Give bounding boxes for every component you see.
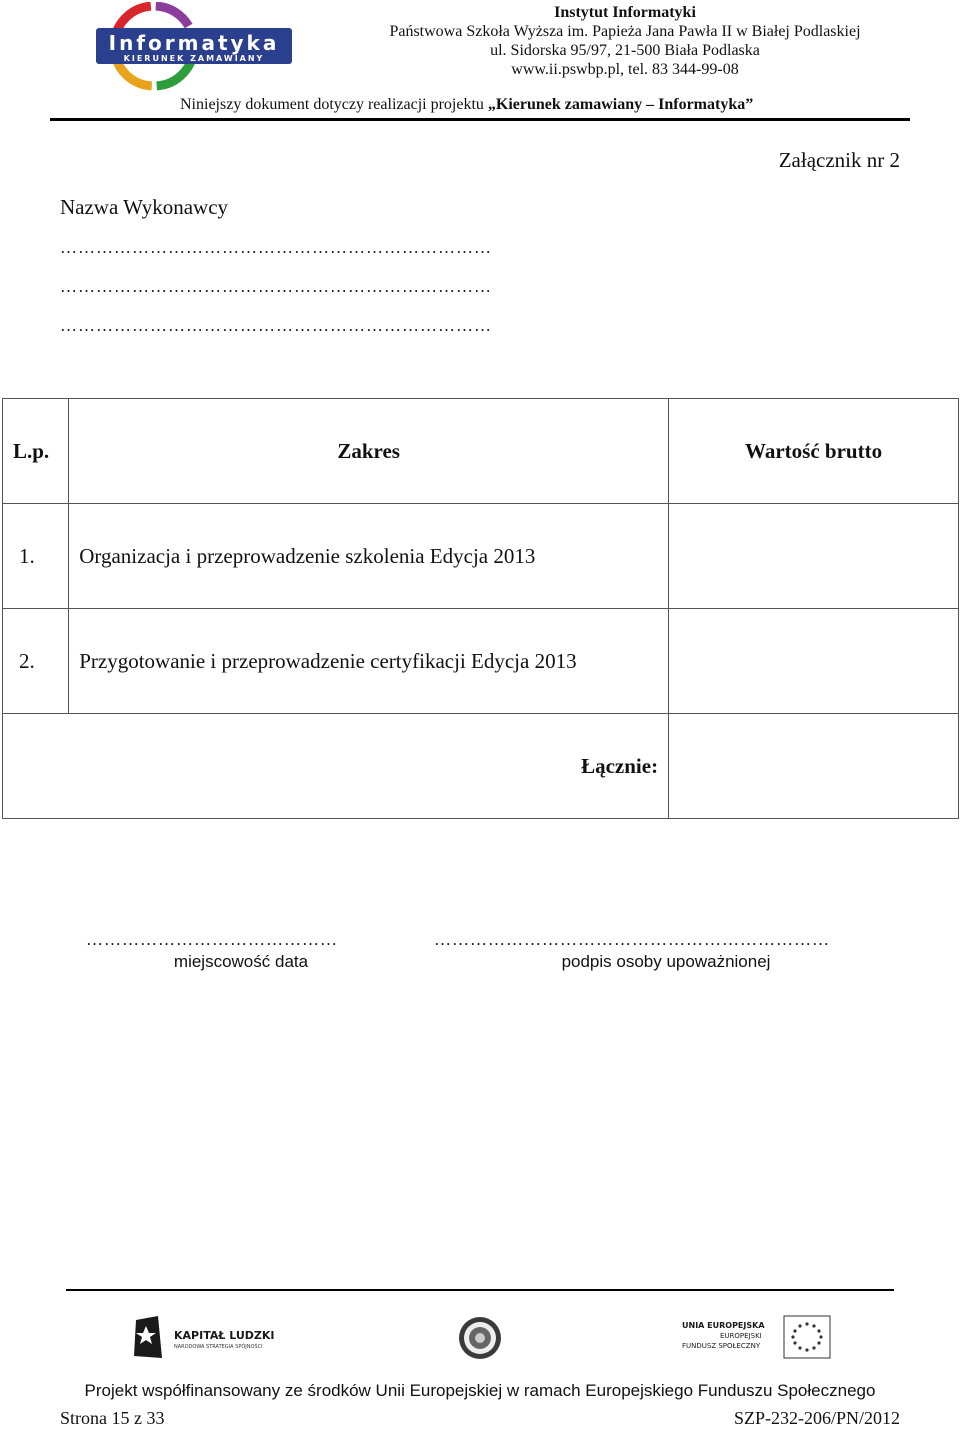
project-name: „Kierunek zamawiany – Informatyka” [487,96,754,113]
table-row [3,504,959,609]
logo-sub-text: KIERUNEK ZAMAWIANY [123,54,265,63]
cofinancing-note: Projekt współfinansowany ze środków Unii Europejskiej w ramach Europejskiego Funduszu Społecznego [84,1381,876,1400]
institute-name: Instytut Informatyki [554,4,696,21]
contractor-line-2: ……………………………………………………………… [60,277,492,296]
page-number: Strona 15 z 33 [60,1408,165,1428]
address: ul. Sidorska 95/97, 21-500 Biała Podlaska [490,42,760,59]
header-gross-value: Wartość brutto [669,399,959,504]
row-value [669,504,959,609]
total-row [3,714,959,819]
header-scope: Zakres [69,399,669,504]
kl-title: KAPITAŁ LUDZKI [174,1329,275,1342]
header-lp: L.p. [3,399,69,504]
contractor-line-3: ……………………………………………………………… [60,316,492,335]
ue-line-3: FUNDUSZ SPOŁECZNY [682,1342,761,1350]
header-rule [50,118,910,121]
project-prefix: Niniejszy dokument dotyczy realizacji projektu [180,96,488,113]
signature-dots: ………………………………………………………… [434,930,830,949]
contact-info: www.ii.pswbp.pl, tel. 83 344-99-08 [511,61,739,78]
contractor-line-1: ……………………………………………………………… [60,238,492,257]
place-date-dots: …………………………………… [86,930,338,949]
footer-rule [66,1289,894,1291]
contractor-label: Nazwa Wykonawcy [60,195,229,219]
eu-fund-logo [680,1314,832,1360]
project-line [180,96,753,114]
emblem-seal-icon [458,1316,502,1360]
row-lp: 1. [3,504,69,609]
attachment-label: Załącznik nr 2 [778,148,900,172]
school-name: Państwowa Szkoła Wyższa im. Papieża Jana Pawła II w Białej Podlaskiej [389,23,861,40]
total-label: Łącznie: [3,714,669,819]
total-value [669,714,959,819]
document-reference: SZP-232-206/PN/2012 [733,1408,900,1428]
row-lp: 2. [3,609,69,714]
logo-main-text: Informatyka [108,31,280,55]
table-header-row [3,399,959,504]
table-row [3,609,959,714]
row-value [669,609,959,714]
ue-line-1: UNIA EUROPEJSKA [682,1321,765,1330]
signature-label: podpis osoby upoważnionej [561,952,771,971]
place-date-label: miejscowość data [173,952,309,971]
row-desc: Przygotowanie i przeprowadzenie certyfikacji Edycja 2013 [69,609,669,714]
pricing-table [2,398,959,819]
kl-subtitle: NARODOWA STRATEGIA SPÓJNOŚCI [174,1344,263,1350]
ue-line-2: EUROPEJSKI [720,1332,762,1340]
kapital-ludzki-logo [132,1314,282,1360]
row-desc: Organizacja i przeprowadzenie szkolenia Edycja 2013 [69,504,669,609]
informatyka-logo [96,2,296,94]
